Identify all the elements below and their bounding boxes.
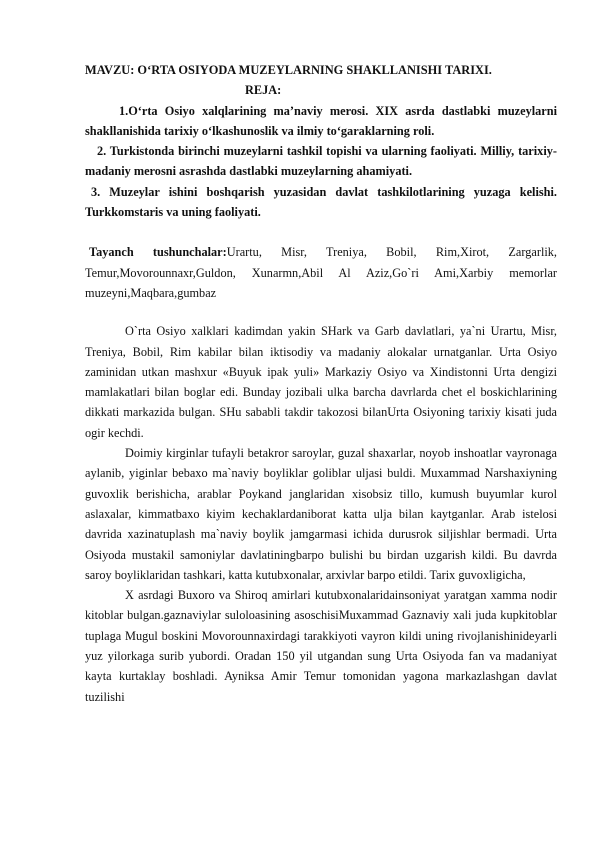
plan-heading: REJA: [245,83,282,98]
key-terms-list: Urartu, Misr, Treniya, Bobil, Rim,Xirot, Zargarlik, Temur,Movorounnaxr,Guldon, Xunarmn,Abil Al Aziz,Go`ri Ami,Xarbiy memorlar muzeyni,Maqbara,gumbaz [85,245,557,300]
spacer [85,303,557,321]
spacer [85,222,557,242]
body-paragraph-2: Doimiy kirginlar tufayli betakror saroylar, guzal shaxarlar, noyob inshoatlar vayronaga aylanib, yiginlar bebaxo ma`naviy boyliklar goliblar uljasi buldi. Muxammad Narshaxiyning guvoxlik berishicha, arablar Poykand janglaridan xisobsiz tillo, kumush buyumlar kurol aslaxalar, kimmatbaxo kiyim kechaklardaniborat katta ulja bilan kaytganlar. Arab istelosi davrida xazinatuplash ma`naviy boylik jamgarmasi ichida durusrok siljishlar bermadi. Urta Osiyoda mustakil samoniylar davlatiningbarpo bulishi bu birdan uzgarish kildi. Bu davrda saroy boyliklaridan tashkari, katta kutubxonalar, arxivlar barpo etildi. Tarix guvoxligicha, [85,446,557,582]
key-terms-label: Tayanch tushunchalar: [89,245,227,260]
body-paragraph-3: X asrdagi Buxoro va Shiroq amirlari kutubxonalaridainsoniyat yaratgan xamma nodir kitoblar bulgan.gaznaviylar suloloasining asoschisiMuxammad Gaznaviy xali juda kupkitoblar tuplaga Mugul boskini Movorounnaxirdagi tarakkiyoti vayron kildi uning rivojlanishinideyarli yuz yilorkaga surib yubordi. Oradan 150 yil utgandan sung Urta Osiyoda fan va madaniyat kayta kurtaklay boshladi. Ayniksa Amir Temur tomonidan yagona markazlashgan davlat tuzilishi [85,588,557,704]
document-body [85,60,557,707]
body-paragraph-1: O`rta Osiyo xalklari kadimdan yakin SHark va Garb davlatlari, ya`ni Urartu, Misr, Treniya, Bobil, Rim kabilar bilan iktisodiy va madaniy alokalar urnatganlar. Urta Osiyo zaminidan utkan mashxur «Buyuk ipak yuli» Markaziy Osiyo va Xindistonni Urta dengizi mamlakatlari bilan boglar edi. Bunday jozibali ulka barcha davrlarda chet el boskichlarining dikkati markazida bulgan. SHu sababli takdir takozosi bilanUrta Osiyoning tarixiy kisati juda ogir kechdi. [85,324,557,440]
plan-item-3: 3. Muzeylar ishini boshqarish yuzasidan davlat tashkilotlarining yuzaga kelishi. Turkkomstaris va uning faoliyati. [85,184,557,220]
plan-item-2: 2. Turkistonda birinchi muzeylarni tashkil topishi va ularning faoliyati. Milliy, tarixiy-madaniy merosni asrashda dastlabki muzeylarning ahamiyati. [85,144,557,179]
document-title: MAVZU: O‘RTA OSIYODA MUZEYLARNING SHAKLLANISHI TARIXI. [85,63,492,77]
plan-item-1: 1.O‘rta Osiyo xalqlarining ma’naviy merosi. XIX asrda dastlabki muzeylarni shakllanishida tarixiy o‘lkashunoslik va ilmiy to‘garaklarning roli. [85,103,557,138]
key-terms [85,242,557,303]
